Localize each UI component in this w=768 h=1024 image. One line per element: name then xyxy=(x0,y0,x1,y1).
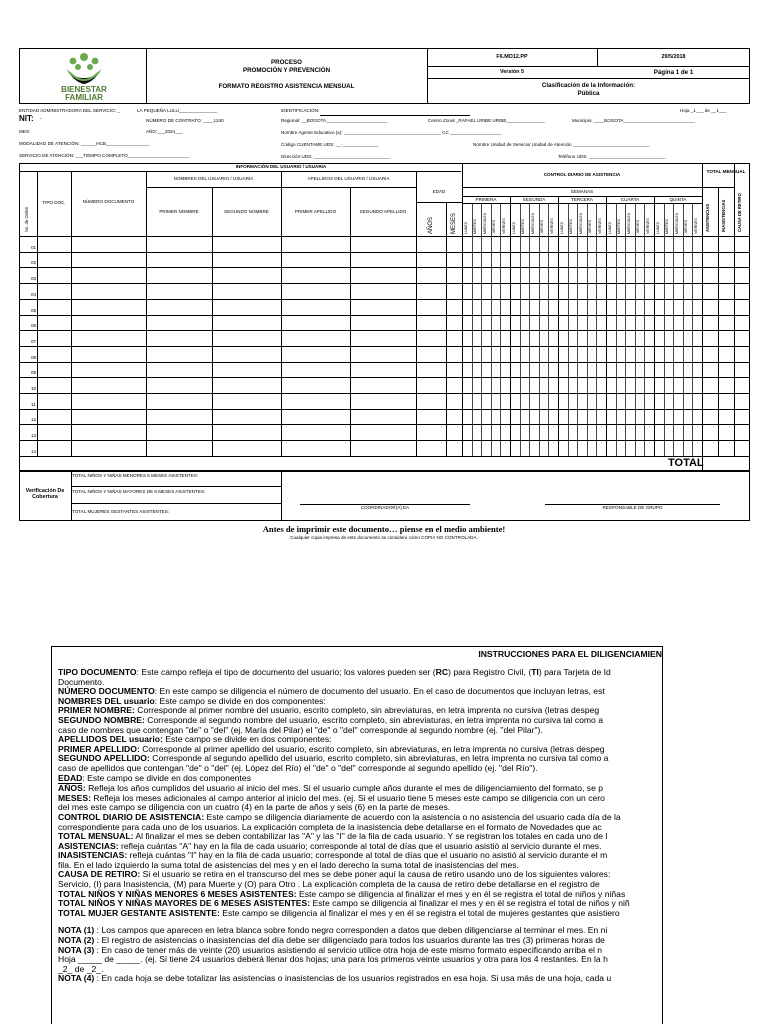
inasistencias-header: INASISTENCIAS xyxy=(721,199,726,232)
clasificacion-label: Clasificación de la Información: xyxy=(541,82,636,89)
print-warning: Antes de imprimir este documento… piense en el medio ambiente! xyxy=(262,524,506,534)
day-header: MIÉRCOLES xyxy=(578,212,583,234)
proceso-value: PROMOCIÓN Y PREVENCIÓN xyxy=(242,67,331,74)
day-header: VIERNES xyxy=(645,218,650,234)
day-header: MIÉRCOLES xyxy=(482,212,487,234)
instr-line: caso de nombres que contengan "de" o "del" (ej. María del Pilar) el "de" o "del" corresponde al segundo nombre (ej. "del Pilar"). xyxy=(58,724,543,735)
row-number: 03 xyxy=(31,276,37,282)
instructions-panel xyxy=(51,646,663,1024)
numero-doc-header: NÚMERO DOCUMENTO xyxy=(82,199,135,204)
segundo-apellido-header: SEGUNDO APELLIDO xyxy=(359,209,407,214)
form-version: Versión 5 xyxy=(500,69,524,75)
instr-nombres: NOMBRES DEL usuario: Este campo se divide en dos componentes: xyxy=(58,695,326,706)
instr-control-diario: CONTROL DIARIO DE ASISTENCIA: Este campo se diligencia diariamente de acuerdo con la asistencia o no asistencia del usuario cada día de la xyxy=(58,811,621,822)
day-header: JUEVES xyxy=(588,220,593,234)
day-header: JUEVES xyxy=(492,220,497,234)
instr-segundo-nombre: SEGUNDO NOMBRE: Corresponde al segundo nombre del usuario, escrito completo, sin abreviaturas, en letra imprenta no cursiva tal como a xyxy=(58,714,604,725)
instr-asistencias: ASISTENCIAS: refleja cuántas "A" hay en la fila de cada usuario; corresponde al total de días que el usuario asistió al servicio durante el mes. xyxy=(58,840,602,851)
instr-line: caso de apellidos que contengan "de" o "del" (ej. López del Río) el "de" o "del" corresponde al segundo apellido (ej. "del Río"). xyxy=(58,762,538,773)
row-number: 12 xyxy=(31,417,37,423)
form-code: F6.MO12.PP xyxy=(496,54,528,60)
instr-primer-nombre: PRIMER NOMBRE: Corresponde al primer nombre del usuario, escrito completo, sin abreviaturas, en letra imprenta no cursiva (letras despeg xyxy=(58,705,600,716)
day-header: LUNES xyxy=(463,222,468,234)
instr-numero-documento: NÚMERO DOCUMENTO: En este campo se diligencia el número de documento del usuario. En el caso de documentos que incluyan letras, est xyxy=(58,686,605,697)
direccion-field: Dirección UDS: ______________________________ xyxy=(281,154,391,159)
day-header: VIERNES xyxy=(501,218,506,234)
contrato-field: NÚMERO DE CONTRATO: ____1240 xyxy=(146,118,224,123)
week-header: PRIMERA xyxy=(475,197,497,202)
day-header: MARTES xyxy=(473,219,478,234)
instr-line: Documento. xyxy=(58,676,105,687)
day-header: VIERNES xyxy=(693,218,698,234)
row-number: 01 xyxy=(31,244,37,250)
logo-text: BIENESTAR xyxy=(61,85,107,94)
meses-header: MESES xyxy=(451,212,457,234)
municipio-field: Municipio: ____BOGOTA____________________________ xyxy=(572,118,696,123)
instr-meses: MESES: Refleja los meses adicionales al campo anterior al inicio del mes. (ej. Si el usuario tiene 5 meses este campo se diligencia con un cero xyxy=(58,792,605,803)
form-title: FORMATO REGISTRO ASISTENCIA MENSUAL xyxy=(218,83,355,90)
edad-header: EDAD xyxy=(432,189,446,194)
day-header: LUNES xyxy=(607,222,612,234)
family-logo-icon xyxy=(55,52,113,86)
primer-nombre-header: PRIMER NOMBRE xyxy=(159,209,199,214)
instr-line: correspondiente para cada uno de los usuarios. La explicación completa de la inasistencia debe detallarse en el formato de Novedades que ac xyxy=(58,821,602,832)
row-number: 02 xyxy=(31,260,37,266)
nombres-header: NOMBRES DEL USUARIO / USUARIA xyxy=(173,176,254,181)
row-number: 14 xyxy=(31,448,37,454)
asistencias-header: ASISTENCIAS xyxy=(705,203,710,232)
unidad-field: Nombre Unidad de Servicio/ Unidad de Atención ______________________________ xyxy=(473,142,650,147)
row-number: 06 xyxy=(31,323,37,329)
no-orden-header: No. de Orden xyxy=(24,206,29,232)
agente-field: Nombre Agente Educativo (a): ______________________________________ CC ____________________ xyxy=(281,130,502,135)
responsable-label: RESPONSABLE DE GRUPO xyxy=(602,505,663,510)
telefono-field: Teléfono UDS: ______________________________ xyxy=(558,154,666,159)
instr-inasistencias: INASISTENCIAS: refleja cuántas "I" hay en la fila de cada usuario; corresponde al total de días que el usuario no asistió al servicio durante el m xyxy=(58,850,608,861)
instr-edad: EDAD: Este campo se divide en dos componentes xyxy=(58,772,251,783)
row-number: 09 xyxy=(31,370,37,376)
day-header: MARTES xyxy=(521,219,526,234)
row-number: 10 xyxy=(31,386,37,391)
day-header: JUEVES xyxy=(636,220,641,234)
mayores-6-label: TOTAL NIÑOS Y NIÑAS MAYORES DE 6 MESES ASISTENTES: xyxy=(72,489,206,494)
day-header: VIERNES xyxy=(549,218,554,234)
instr-apellidos: APELLIDOS DEL usuario: Este campo se divide en dos componentes: xyxy=(58,734,332,745)
row-number: 07 xyxy=(31,338,37,344)
mes-label: MES: xyxy=(19,129,31,134)
nit-value: - xyxy=(40,116,42,122)
proceso-label: PROCESO xyxy=(271,59,302,66)
semanas-header: SEMANAS xyxy=(570,189,594,194)
day-header: JUEVES xyxy=(684,220,689,234)
instr-line: Hoja _____ de _____. (ej. Si tiene 24 usuarios deberá llenar dos hojas; una para los primeros veinte usuarios y otra para los 4 restantes. En la h xyxy=(58,954,608,965)
hoja-field: Hoja _1___ de __1___ xyxy=(680,108,727,113)
info-usuario-header: INFORMACIÓN DEL USUARIO / USUARIA xyxy=(235,164,327,169)
identificacion-label: IDENTIFICACIÓN: xyxy=(281,108,320,113)
ano-field: AÑO:___2024___ xyxy=(146,129,183,134)
instr-nota-1: NOTA (1) : Los campos que aparecen en letra blanca sobre fondo negro corresponden a datos que deben diligenciarse al terminar el mes. En ni xyxy=(58,925,608,936)
causa-retiro-header: CAUSA DE RETIRO xyxy=(737,193,742,232)
day-header: MIÉRCOLES xyxy=(674,212,679,234)
nit-label: NIT: xyxy=(19,114,34,123)
clasificacion-value: Pública xyxy=(577,90,600,97)
verificacion-cobertura: Verificación De Cobertura xyxy=(25,488,65,500)
instructions-title: INSTRUCCIONES PARA EL DILIGENCIAMIEN xyxy=(478,649,662,659)
week-header: QUINTA xyxy=(669,197,687,202)
total-mensual-header: TOTAL MENSUAL xyxy=(706,169,746,174)
instr-anos: AÑOS: Refleja los años cumplidos del usuario al inicio del mes. Si el usuario cumple años durante el mes de diligenciamiento del formato, se p xyxy=(58,783,604,794)
instr-total-mensual: TOTAL MENSUAL: Al finalizar el mes se deben contabilizar las "A" y las "I" de la fila de cada usuario. Y se registran los totales en cada uno de l xyxy=(58,831,608,842)
primer-apellido-header: PRIMER APELLIDO xyxy=(294,209,337,214)
instr-gestantes: TOTAL MUJER GESTANTE ASISTENTE: Este campo se diligencia al finalizar el mes y en él se registra el total de mujeres gestantes que asistiero xyxy=(58,907,620,918)
form-date: 29/5/2018 xyxy=(661,54,686,60)
tipo-doc-header: TIPO DOC. xyxy=(42,200,66,205)
instr-segundo-apellido: SEGUNDO APELLIDO: Corresponde al segundo apellido del usuario, escrito completo, sin abreviaturas, en letra imprenta no cursiva tal como a xyxy=(58,753,609,764)
week-header: CUARTA xyxy=(620,197,640,202)
coordinador-label: COORDINADOR(A) EA xyxy=(360,505,410,510)
row-number: 11 xyxy=(31,401,36,407)
day-header: VIERNES xyxy=(597,218,602,234)
segundo-nombre-header: SEGUNDO NOMBRE xyxy=(224,209,269,214)
instr-tipo-documento: TIPO DOCUMENTO: Este campo refleja el tipo de documento del usuario; los valores pueden ser (RC) para Registro Civil, (TI) para Tarjeta de Id xyxy=(58,667,611,677)
control-diario-header: CONTROL DIARIO DE ASISTENCIA xyxy=(543,172,621,177)
day-header: MARTES xyxy=(665,219,670,234)
apellidos-header: APELLIDOS DEL USUARIO / USUARIA xyxy=(307,176,390,181)
modalidad-field: MODALIDAD DE ATENCIÓN: ______HCB_________________ xyxy=(19,141,150,146)
day-header: LUNES xyxy=(655,222,660,234)
instr-causa-retiro: CAUSA DE RETIRO: Si el usuario se retira en el transcurso del mes se debe poner aquí la causa de retiro usando uno de los siguientes valores: xyxy=(58,869,611,880)
logo-text-2: FAMILIAR xyxy=(65,93,103,102)
week-header: SEGUNDA xyxy=(522,197,546,202)
instr-nota-4: NOTA (4) : En cada hoja se debe totalizar las asistencias o inasistencias de los usuarios registrados en esa hoja. Si usa más de una hoja, cada u xyxy=(58,973,612,984)
row-number: 08 xyxy=(31,354,37,360)
row-number: 05 xyxy=(31,307,37,313)
instr-line: Servicio, (I) para Inasistencia, (M) para Muerte y (O) para Otro . La explicación completa de la causa de retiro debe detallarse en el registro de xyxy=(58,879,600,890)
centro-zonal-field: Centro Zonal _RAFAEL URIBE URIBE_______________ xyxy=(428,118,545,123)
instr-menores: TOTAL NIÑOS Y NIÑAS MENORES 6 MESES ASISTENTES: Este campo se diligencia al finalizar el mes y en él se registra el total de niños y niñas xyxy=(58,888,626,899)
day-header: MIÉRCOLES xyxy=(626,212,631,234)
day-header: LUNES xyxy=(559,222,564,234)
entidad-label: ENTIDAD ADMINISTRADORA DEL SERVICIO: _ xyxy=(19,108,120,113)
instr-line: del mes este campo se diligencia con un cuatro (4) en la parte de años y seis (6) en la parte de meses. xyxy=(58,802,451,813)
instr-nota-3: NOTA (3) : En caso de tener más de veinte (20) usuarios asistiendo al servicio utilice otra hoja de este mismo formato especificando arriba el n xyxy=(58,944,603,955)
row-number: 13 xyxy=(31,433,37,439)
week-header: TERCERA xyxy=(571,197,593,202)
icbf-logo xyxy=(55,52,113,102)
copy-note: Cualquier copia impresa de este documento se considera como COPIA NO CONTROLADA. xyxy=(290,535,478,540)
day-header: MARTES xyxy=(617,219,622,234)
instr-primer-apellido: PRIMER APELLIDO: Corresponde al primer apellido del usuario, escrito completo, sin abreviaturas, en letra imprenta no cursiva (letras despeg xyxy=(58,743,605,754)
gestantes-label: TOTAL MUJERES GESTANTES ASISTENTES: xyxy=(72,509,170,514)
anos-header: AÑOS xyxy=(428,216,434,234)
day-header: MIÉRCOLES xyxy=(530,212,535,234)
menores-6-label: TOTAL NIÑOS Y NIÑAS MENORES 6 MESES ASISTENTES: xyxy=(72,473,199,478)
codigo-cuentame-field: Código CUENTAME UDS: __-______________ xyxy=(281,142,379,147)
day-header: LUNES xyxy=(511,222,516,234)
servicio-field: SERVICIO DE ATENCIÓN: ___TIEMPO COMPLETO________________________ xyxy=(19,153,190,158)
instr-nota-2: NOTA (2) : El registro de asistencias o inasistencias del día debe ser diligenciado para todos los usuarios durante las tres (3) primeras horas de xyxy=(58,935,605,946)
day-header: MARTES xyxy=(569,219,574,234)
regional-field: Regional: __BOGOTA________________________ xyxy=(281,118,388,123)
row-number: 04 xyxy=(31,291,37,297)
instr-mayores: TOTAL NIÑOS Y NIÑAS MAYORES DE 6 MESES ASISTENTES: Este campo se diligencia al finalizar el mes y en él se registra el total de niños y niñ xyxy=(58,898,630,909)
instr-line: fila. En el lado izquierdo la suma total de asistencias del mes y en el lado derecho la suma total de inasistencias del mes. xyxy=(58,859,519,870)
entidad-value: LA PEQUEÑA LULU_______________ xyxy=(137,108,218,113)
form-page: Página 1 de 1 xyxy=(653,69,694,76)
instr-line: _2_ de _2_. xyxy=(58,963,104,974)
total-label: TOTAL xyxy=(668,457,704,469)
day-header: JUEVES xyxy=(540,220,545,234)
